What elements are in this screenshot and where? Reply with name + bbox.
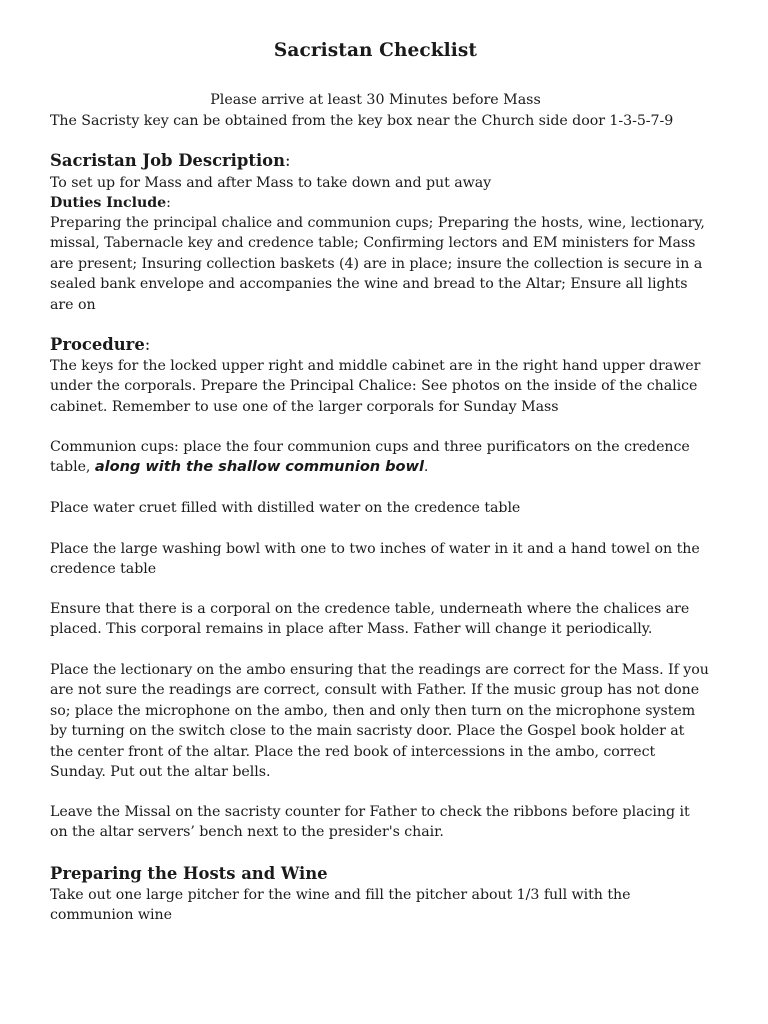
arrival-note: Please arrive at least 30 Minutes before Mass — [210, 92, 541, 108]
job-description-heading-text: Sacristan Job Description — [50, 151, 286, 170]
duties-text: Preparing the principal chalice and communion cups; Preparing the hosts, wine, lectionary, missal, Tabernacle key and credence table; Confirming lectors and EM ministers for Mass are present; Insuring collection baskets (4) are in place; insure the collection is secure in a sealed bank envelope and accompanies the wine and bread to the Altar; Ensure all lights are on — [50, 215, 705, 313]
job-description-heading-colon: : — [285, 151, 291, 170]
hosts-wine-heading — [50, 863, 328, 885]
procedure-paragraph-water-cruet: Place water cruet filled with distilled water on the credence table — [50, 500, 521, 516]
procedure-paragraph-keys: The keys for the locked upper right and middle cabinet are in the right hand upper drawer under the corporals. Prepare the Principal Chalice: See photos on the inside of the chalice cabinet. Remember to use one of the larger corporals for Sunday Mass — [50, 358, 701, 415]
procedure-paragraph-missal: Leave the Missal on the sacristy counter for Father to check the ribbons before placing it on the altar servers’ bench next to the presider's chair. — [50, 804, 690, 841]
job-description-text: To set up for Mass and after Mass to take down and put away — [50, 175, 492, 191]
communion-cups-end: . — [423, 459, 429, 476]
procedure-heading-colon: : — [144, 335, 151, 354]
communion-cups-text: Communion cups: place the four communion cups and three purificators on the credence table, — [50, 439, 690, 476]
duties-label — [50, 193, 710, 213]
sacristy-key-note: The Sacristy key can be obtained from the key box near the Church side door 1-3-5-7-9 — [50, 113, 674, 129]
hosts-wine-paragraph: Take out one large pitcher for the wine and fill the pitcher about 1/3 full with the communion wine — [50, 887, 631, 924]
hosts-wine-heading-text: Preparing the Hosts and Wine — [50, 864, 328, 883]
procedure-paragraph-lectionary: Place the lectionary on the ambo ensuring that the readings are correct for the Mass. If you are not sure the readings are correct, consult with Father. If the music group has not done so; place the microphone on the ambo, then and only then turn on the microphone system by turning on the switch close to the main sacristy door. Place the Gospel book holder at the center front of the altar. Place the red book of intercessions in the ambo, correct Sunday. Put out the altar bells. — [50, 662, 709, 781]
procedure-paragraph-washing-bowl: Place the large washing bowl with one to two inches of water in it and a hand towel on the credence table — [50, 541, 700, 578]
page-title: Sacristan Checklist — [273, 40, 478, 61]
duties-label-text: Duties Include — [50, 195, 167, 211]
procedure-paragraph-communion-cups — [50, 437, 710, 478]
communion-bowl-emphasis: along with the shallow communion bowl — [94, 458, 424, 476]
job-description-heading — [50, 150, 291, 172]
duties-label-colon: : — [166, 195, 171, 211]
procedure-heading-text: Procedure — [50, 335, 145, 354]
procedure-heading — [50, 334, 150, 356]
procedure-paragraph-corporal: Ensure that there is a corporal on the credence table, underneath where the chalices are placed. This corporal remains in place after Mass. Father will change it periodically. — [50, 601, 690, 638]
